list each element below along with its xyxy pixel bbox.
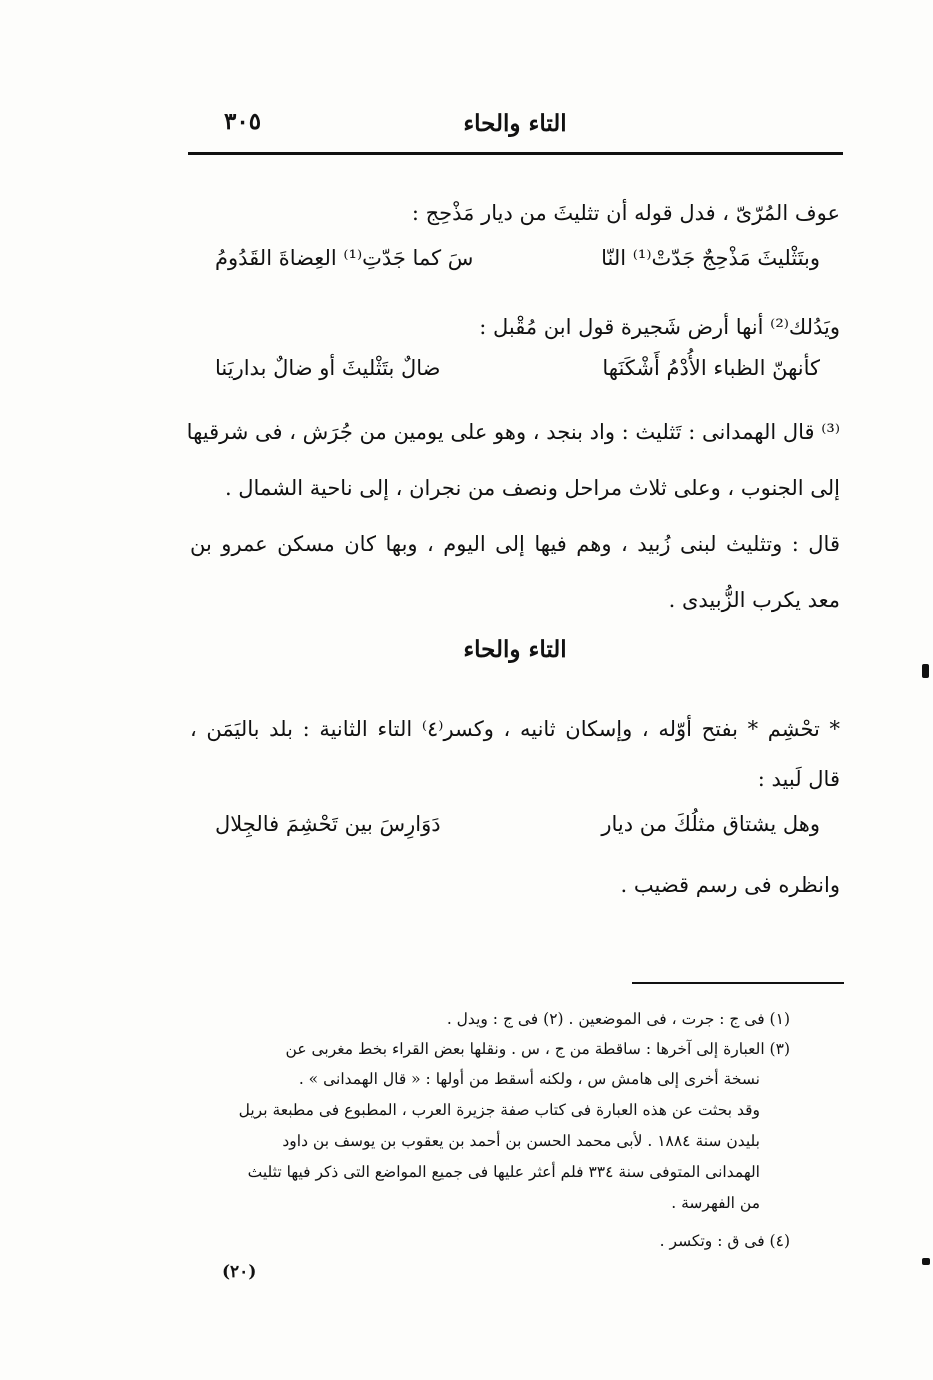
running-title: التاء والحاء xyxy=(463,110,567,137)
footnote-line: وقد بحثت عن هذه العبارة فى كتاب صفة جزيرة العرب ، المطبوع فى مطبعة بريل xyxy=(238,1101,760,1119)
text-line: معد يكرب الزُّبيدى . xyxy=(668,588,840,612)
footnote-line: (٣) العبارة إلى آخرها : ساقطة من ج ، س . ونقلها بعض القراء بخط مغربى عن xyxy=(285,1040,790,1058)
text-line: قال لَبيد : xyxy=(757,767,840,791)
verse-first-hemistich: وبتَثْليثَ مَذْحِجٌ جَدّتْ⁽¹⁾ النّا xyxy=(601,246,820,270)
section-heading: التاء والحاء xyxy=(463,636,567,663)
footnote-line: (٤) فى ق : وتكسر . xyxy=(659,1232,790,1250)
verse-second-hemistich: سَ كما جَدّتِ⁽¹⁾ العِضاةَ القَدُومُ xyxy=(215,246,474,270)
verse-second-hemistich: ضالٌ بتَثْليثَ أو ضالٌ بداريَنا xyxy=(215,356,441,380)
signature-mark: (٢٠) xyxy=(222,1262,257,1282)
edge-mark xyxy=(922,1258,930,1265)
verse-2 xyxy=(215,356,820,386)
text-line: قال : وتثليث لبنى زُبيد ، وهم فيها إلى اليوم ، وبها كان مسكن عمرو بن xyxy=(190,532,840,556)
text-line: إلى الجنوب ، وعلى ثلاث مراحل ونصف من نجران ، إلى ناحية الشمال . xyxy=(224,476,840,500)
verse-second-hemistich: دَوَارِسَ بين تَحْشِمَ فالجِلال xyxy=(215,812,441,836)
verse-first-hemistich: وهل يشتاق مثلُكَ من ديار xyxy=(601,812,820,836)
footnote-rule xyxy=(632,982,844,984)
verse-3 xyxy=(215,812,820,842)
footnote-line: الهمدانى المتوفى سنة ٣٣٤ فلم أعثر عليها فى جميع المواضع التى ذكر فيها تثليث xyxy=(247,1163,760,1181)
verse-1 xyxy=(215,246,820,276)
text-line: ⁽³⁾ قال الهمدانى : تَثليث : واد بنجد ، وهو على يومين من جُرَش ، فى شرقيها xyxy=(186,420,840,444)
verse-first-hemistich: كأنهنّ الظباء الأُدْمُ أَشْكَنَها xyxy=(602,356,820,380)
footnote-line: (١) فى ج : جرت ، فى الموضعين . (٢) فى ج : ويدل . xyxy=(446,1010,790,1028)
text-line: * تحْشِم * بفتح أوّله ، وإسكان ثانيه ، وكسر⁽٤⁾ التاء الثانية : بلد باليَمَن ، xyxy=(190,717,840,741)
footnote-line: من الفهرسة . xyxy=(671,1194,760,1212)
text-line: عوف المُرّىّ ، فدل قوله أن تثليثَ من ديار مَذْحِج : xyxy=(411,201,840,225)
text-line: وانظره فى رسم قضيب . xyxy=(620,873,840,897)
page-number: ٣٠٥ xyxy=(224,108,262,135)
page-header xyxy=(190,100,840,150)
edge-mark xyxy=(922,664,929,678)
footnote-line: بليدن سنة ١٨٨٤ . لأبى محمد الحسن بن أحمد بن يعقوب بن يوسف بن داود xyxy=(282,1132,760,1150)
footnote-line: نسخة أخرى إلى هامش س ، ولكنه أسقط من أولها : « قال الهمدانى » . xyxy=(298,1070,760,1088)
text-line: ويَدُلك⁽²⁾ أنها أرض شَجيرة قول ابن مُقْبل : xyxy=(479,315,840,339)
header-rule xyxy=(188,152,843,155)
